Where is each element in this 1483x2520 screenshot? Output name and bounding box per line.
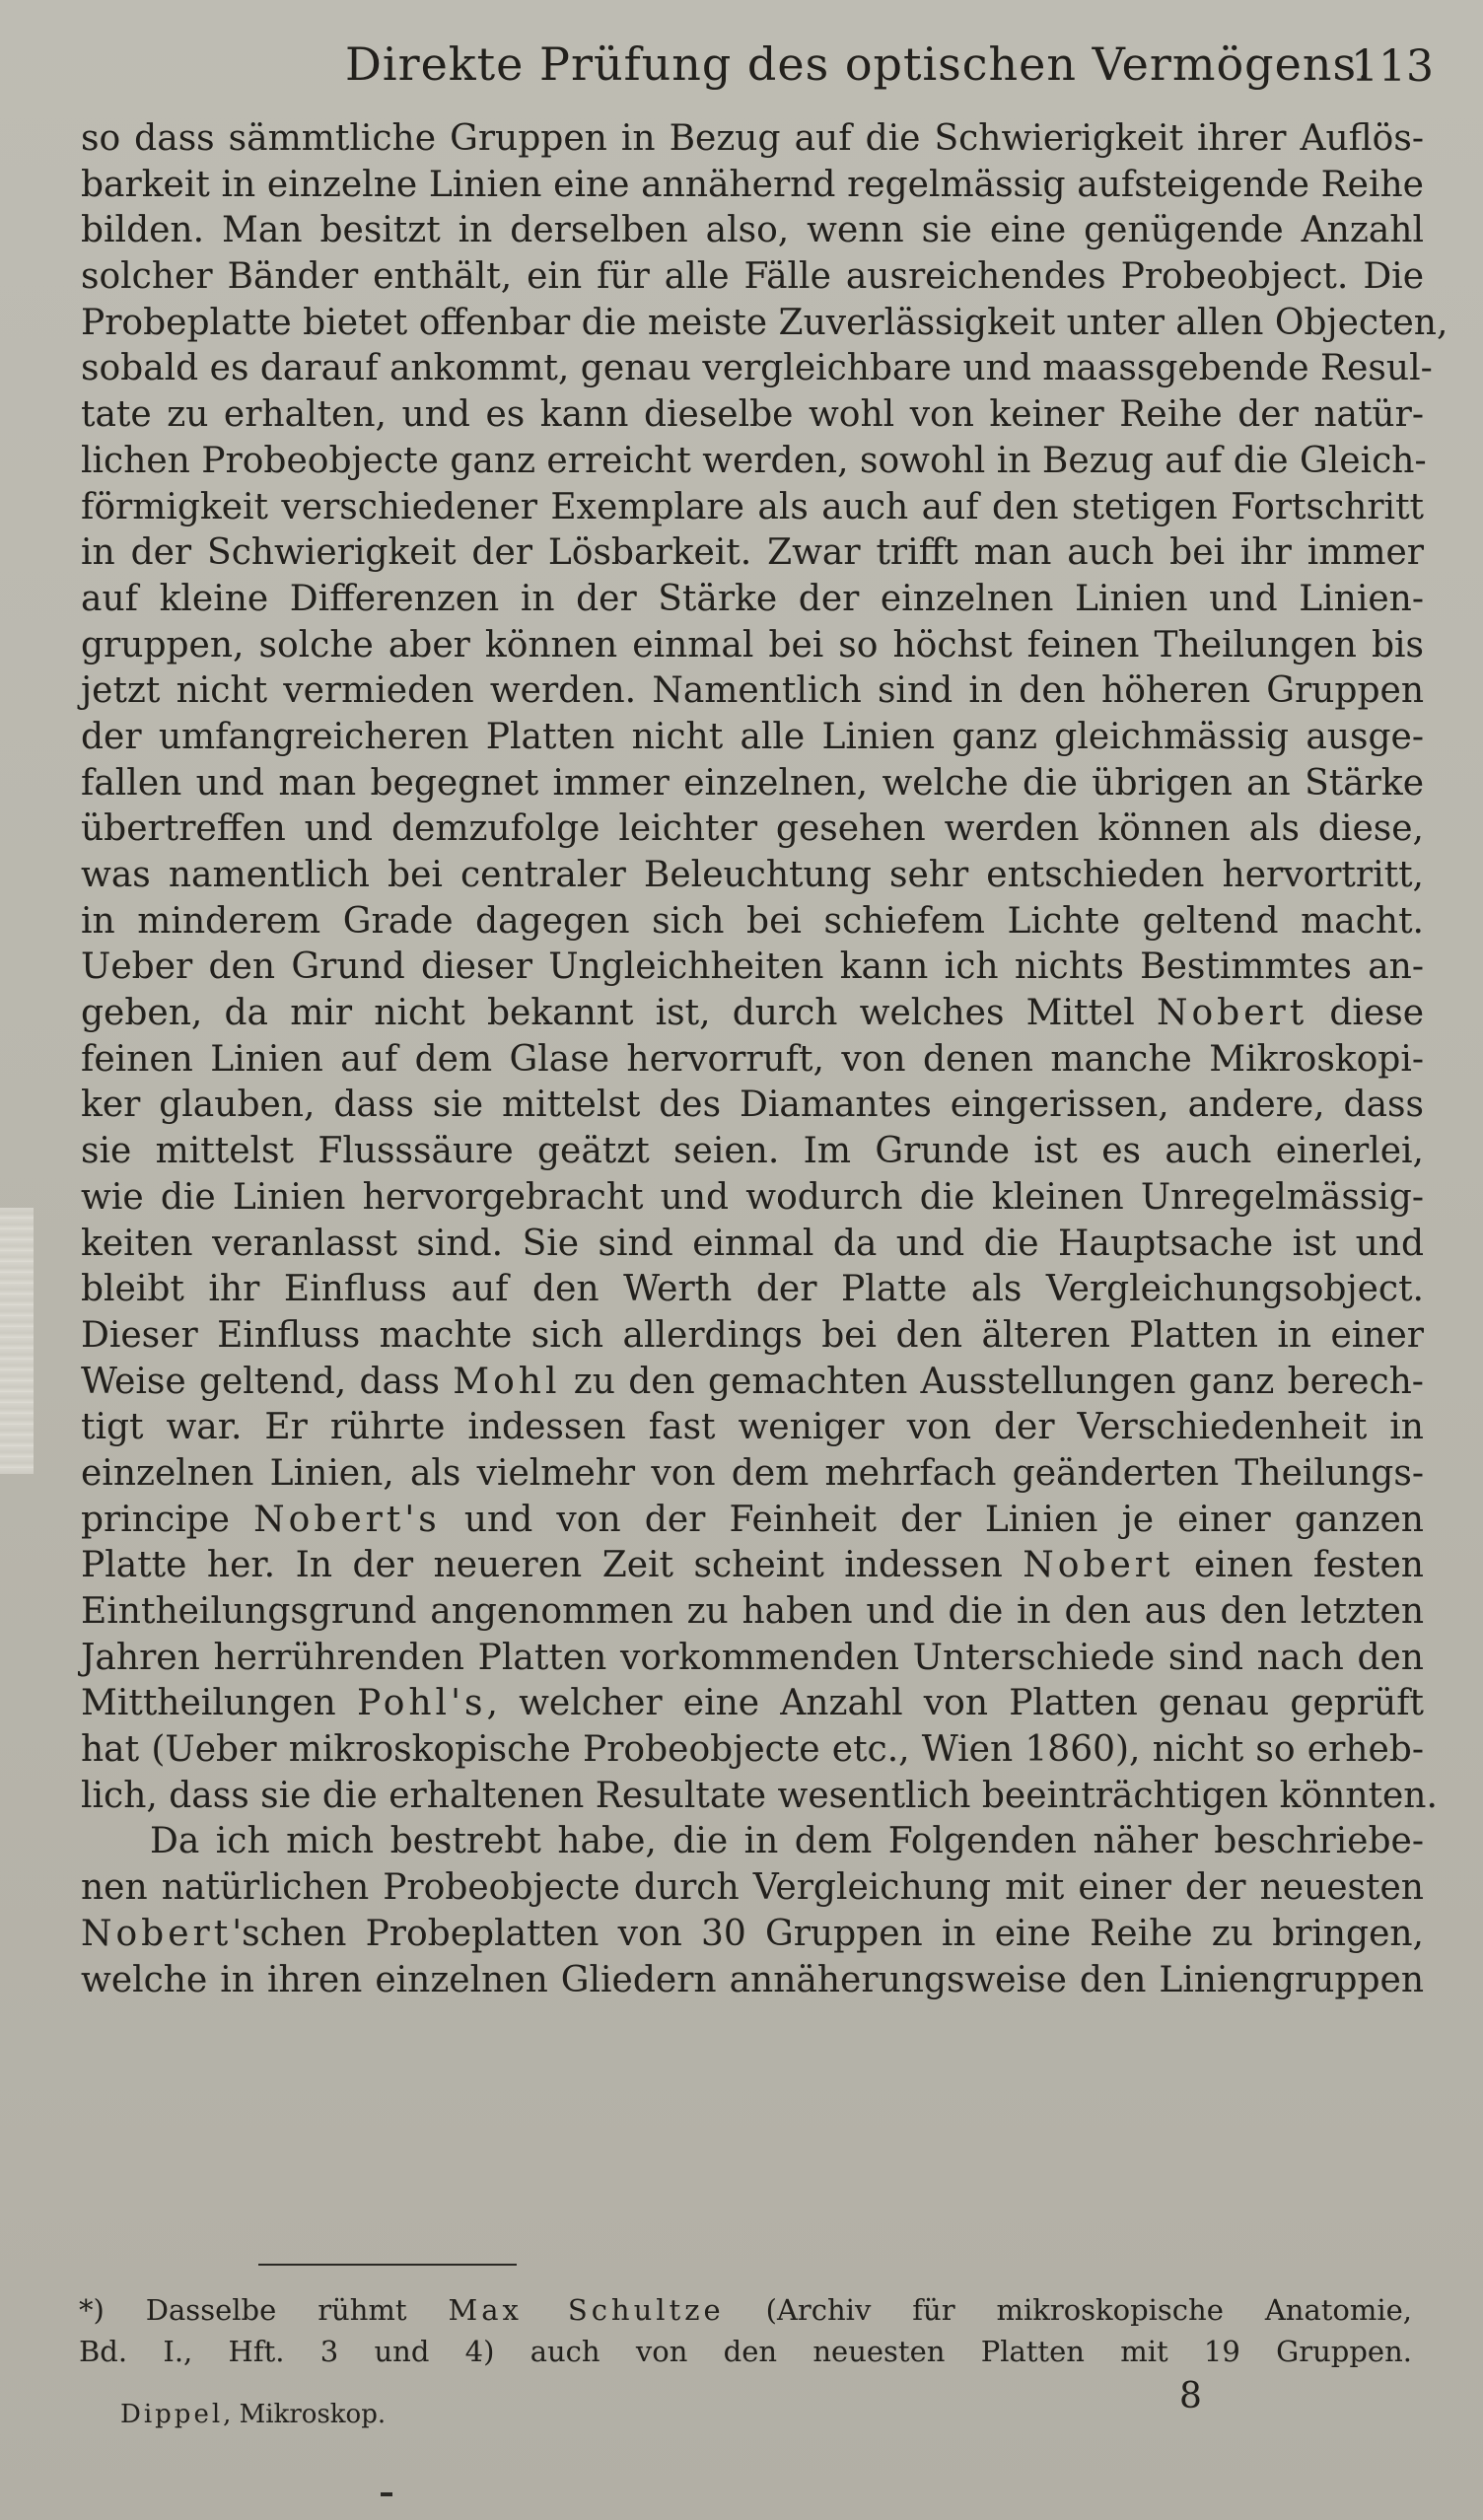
text-line <box>81 1498 1424 1544</box>
line-text: tigt war. Er rührte indessen fast weniger von der Verschiedenheit in <box>81 1407 1424 1448</box>
text-line <box>81 1958 1424 2004</box>
sheet-number: 8 <box>1179 2376 1202 2416</box>
line-text: barkeit in einzelne Linien eine annähernd regelmässig aufsteigende Reihe <box>81 164 1424 205</box>
line-text: Ueber den Grund dieser Ungleichheiten kann ich nichts Bestimmtes an- <box>81 946 1424 988</box>
text-line <box>81 1774 1438 1820</box>
line-text: sie mittelst Flusssäure geätzt seien. Im Grunde ist es auch einerlei, <box>81 1131 1424 1172</box>
text-line <box>81 346 1433 392</box>
footnote-rule <box>258 2264 517 2266</box>
text-line <box>81 668 1424 715</box>
footnote-text: (Archiv für mikroskopische Anatomie, <box>724 2293 1413 2327</box>
line-text: Da ich mich bestrebt habe, die in dem Folgenden näher beschriebe- <box>150 1821 1424 1862</box>
page-edge-strip <box>0 1208 34 1474</box>
ink-speck <box>381 2492 392 2496</box>
text-line <box>81 254 1424 301</box>
line-text: jetzt nicht vermieden werden. Namentlich sind in den höheren Gruppen <box>81 670 1424 712</box>
line-text: 'schen Probeplatten von 30 Gruppen in eine Reihe zu bringen, <box>232 1913 1424 1954</box>
text-line <box>81 1819 1424 1865</box>
footnote-line: Bd. I., Hft. 3 und 4) auch von den neuesten Platten mit 19 Gruppen. <box>79 2335 1412 2368</box>
text-line <box>81 1912 1424 1958</box>
text-line <box>81 1083 1424 1129</box>
signature-mark <box>120 2400 386 2429</box>
line-text: Eintheilungsgrund angenommen zu haben und die in den aus den letzten <box>81 1591 1424 1632</box>
text-line <box>81 577 1424 623</box>
line-text: was namentlich bei centraler Beleuchtung sehr entschieden hervortritt, <box>81 855 1424 895</box>
line-text: hat (Ueber mikroskopische Probeobjecte etc., Wien 1860), nicht so erheb- <box>81 1729 1424 1771</box>
footnote <box>79 2289 1412 2372</box>
text-line <box>81 485 1424 531</box>
signature-author: Dippel <box>120 2400 224 2429</box>
line-text: so dass sämmtliche Gruppen in Bezug auf die Schwierigkeit ihrer Auflös- <box>81 118 1424 159</box>
line-text: , welcher eine Anzahl von Platten genau geprüft <box>486 1683 1424 1724</box>
text-line <box>81 1175 1424 1222</box>
line-text: bilden. Man besitzt in derselben also, wenn sie eine genügende Anzahl <box>81 210 1424 251</box>
spaced-name: Nobert <box>81 1913 233 1954</box>
line-text: der umfangreicheren Platten nicht alle Linien ganz gleichmässig ausge- <box>81 716 1424 757</box>
running-head <box>0 37 1483 116</box>
line-text: feinen Linien auf dem Glase hervorruft, von denen manche Mikroskopi- <box>81 1038 1424 1080</box>
line-text: solcher Bänder enthält, ein für alle Fälle ausreichendes Probeobject. Die <box>81 256 1424 298</box>
text-line <box>81 1267 1424 1313</box>
text-line <box>81 530 1424 577</box>
text-line <box>81 853 1424 899</box>
spaced-name: Nobert <box>1023 1545 1174 1586</box>
line-text: wie die Linien hervorgebracht und wodurch die kleinen Unregelmässig- <box>81 1176 1424 1218</box>
line-text: welche in ihren einzelnen Gliedern annäherungsweise den Liniengruppen <box>81 1959 1424 2000</box>
line-text: ker glauben, dass sie mittelst des Diamantes eingerissen, andere, dass <box>81 1085 1424 1126</box>
text-line <box>81 1636 1424 1682</box>
line-text: Dieser Einfluss machte sich allerdings bei den älteren Platten in einer <box>81 1314 1424 1356</box>
line-text: lichen Probeobjecte ganz erreicht werden, sowohl in Bezug auf die Gleich- <box>81 440 1427 481</box>
text-line <box>81 1589 1424 1636</box>
line-text: principe <box>81 1499 230 1540</box>
line-text: gruppen, solche aber können einmal bei so höchst feinen Theilungen bis <box>81 624 1424 665</box>
text-line <box>81 392 1424 439</box>
text-line <box>81 715 1424 761</box>
line-text: in minderem Grade dagegen sich bei schiefem Lichte geltend macht. <box>81 900 1424 942</box>
line-text: keiten veranlasst sind. Sie sind einmal da und die Hauptsache ist und <box>81 1223 1424 1264</box>
text-line <box>81 623 1424 669</box>
text-line <box>81 1727 1424 1774</box>
text-line <box>81 116 1424 163</box>
text-line <box>81 208 1424 254</box>
page-footer <box>0 2376 1483 2441</box>
text-line <box>81 991 1424 1037</box>
spaced-name: Nobert's <box>253 1499 441 1540</box>
text-line <box>81 1129 1424 1175</box>
running-title: Direkte Prüfung des optischen Vermögens. <box>345 37 1373 91</box>
line-text: lich, dass sie die erhaltenen Resultate wesentlich beeinträchtigen könnten. <box>81 1775 1438 1816</box>
line-text: in der Schwierigkeit der Lösbarkeit. Zwar trifft man auch bei ihr immer <box>81 532 1424 574</box>
text-line <box>81 1405 1424 1451</box>
line-text: Weise geltend, dass <box>81 1361 440 1402</box>
line-text: sobald es darauf ankommt, genau vergleichbare und maassgebende Resul- <box>81 348 1433 389</box>
text-line <box>81 1037 1424 1084</box>
footnote-text: *) Dasselbe rühmt <box>79 2293 407 2327</box>
text-line <box>81 899 1424 945</box>
line-text: und von der Feinheit der Linien je einer ganzen <box>440 1499 1424 1540</box>
line-text: einen festen <box>1173 1545 1424 1586</box>
spaced-name: Pohl's <box>356 1683 487 1724</box>
line-text: geben, da mir nicht bekannt ist, durch welches Mittel <box>81 993 1135 1034</box>
spaced-name: Mohl <box>453 1361 561 1402</box>
text-line <box>81 1313 1424 1360</box>
text-line <box>81 163 1424 209</box>
text-line <box>81 1360 1424 1406</box>
text-line <box>81 1681 1424 1727</box>
footnote-author: Max Schultze <box>448 2293 725 2327</box>
line-text: zu den gemachten Ausstellungen ganz berech- <box>560 1361 1424 1402</box>
line-text: Mittheilungen <box>81 1683 336 1724</box>
line-text: bleibt ihr Einfluss auf den Werth der Platte als Vergleichungsobject. <box>81 1269 1424 1310</box>
line-text: Platte her. In der neueren Zeit scheint indessen <box>81 1545 1003 1586</box>
page-number: 113 <box>1351 41 1434 92</box>
line-text: förmigkeit verschiedener Exemplare als auch auf den stetigen Fortschritt <box>81 486 1424 527</box>
footnote-line <box>79 2289 1412 2331</box>
line-text: Probeplatte bietet offenbar die meiste Zuverlässigkeit unter allen Objecten, <box>81 302 1448 343</box>
body-text <box>81 116 1448 2003</box>
spaced-name: Nobert <box>1156 993 1308 1034</box>
line-text: auf kleine Differenzen in der Stärke der einzelnen Linien und Linien- <box>81 578 1424 619</box>
text-line <box>81 439 1427 485</box>
line-text: fallen und man begegnet immer einzelnen, welche die übrigen an Stärke <box>81 762 1424 804</box>
text-line <box>81 301 1448 347</box>
line-text: nen natürlichen Probeobjecte durch Vergleichung mit einer der neuesten <box>81 1867 1424 1909</box>
text-line <box>81 1222 1424 1268</box>
text-line <box>81 1865 1424 1912</box>
line-text: Jahren herrührenden Platten vorkommenden Unterschiede sind nach den <box>81 1637 1424 1678</box>
line-text: tate zu erhalten, und es kann dieselbe wohl von keiner Reihe der natür- <box>81 394 1424 436</box>
signature-title: , Mikroskop. <box>223 2400 387 2429</box>
line-text: übertreffen und demzufolge leichter gesehen werden können als diese, <box>81 808 1424 850</box>
text-line <box>81 945 1424 991</box>
text-line <box>81 1451 1424 1498</box>
text-line <box>81 761 1424 807</box>
text-line <box>81 1543 1424 1589</box>
text-line <box>81 806 1424 853</box>
line-text: diese <box>1307 993 1425 1034</box>
line-text: einzelnen Linien, als vielmehr von dem mehrfach geänderten Theilungs- <box>81 1452 1424 1494</box>
